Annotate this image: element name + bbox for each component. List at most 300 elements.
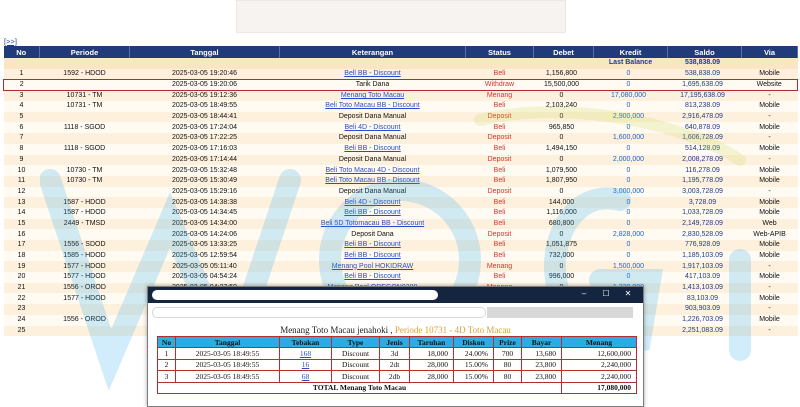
row-no: 15 [4,219,40,230]
row-tanggal: 2025-03-05 13:33:25 [130,240,280,251]
row-via: Mobile [742,122,798,133]
detail-link[interactable]: Menang Toto Macau [340,91,405,99]
row-status: Menang [466,90,534,101]
win-detail-table [157,336,637,394]
next-page-link[interactable]: [>>] [4,37,17,46]
row-kredit: 0 [594,101,668,112]
row-kredit: 0 [594,176,668,187]
table-row [4,90,798,101]
row-status: Beli [466,240,534,251]
row-status: Deposit [466,187,534,198]
col-saldo: Saldo [668,46,742,58]
row-keterangan: Deposit Dana Manual [280,187,466,198]
row-status: Deposit [466,112,534,123]
row-periode: 10730 - TM [40,176,130,187]
row-saldo: 538,838.09 [668,69,742,80]
popup-heading-periode: Periode 10731 - 4D Toto Macau [394,325,511,335]
row-via: Mobile [742,144,798,155]
col-keterangan: Keterangan [280,46,466,58]
sub-col-menang: Menang [562,337,637,348]
row-tanggal: 2025-03-05 17:16:03 [130,144,280,155]
row-saldo: 903,903.09 [668,304,742,315]
row-no: 3 [4,90,40,101]
detail-link[interactable]: Beli BB - Discount [344,241,401,249]
table-row [4,79,798,90]
win-cell-menang: 2,240,000 [562,371,637,383]
table-row [4,112,798,123]
table-row [4,229,798,240]
row-kredit: 0 [594,197,668,208]
row-periode: 1556 - SDOD [40,240,130,251]
last-balance-label: Last Balance [594,58,668,69]
row-tanggal: 2025-03-05 19:20:06 [130,79,280,90]
row-tanggal: 2025-03-05 19:12:36 [130,90,280,101]
detail-link[interactable]: Beli BB - Discount [344,273,401,281]
tebakan-link[interactable]: 16 [301,360,310,370]
win-cell-taruhan: 28,000 [410,371,454,383]
row-no: 9 [4,155,40,166]
win-table-header [158,337,637,348]
row-tanggal: 2025-03-05 17:24:04 [130,122,280,133]
row-tanggal: 2025-03-05 19:20:46 [130,69,280,80]
table-row [4,69,798,80]
row-saldo: 2,149,728.09 [668,219,742,230]
row-status: Beli [466,176,534,187]
row-saldo: 514,128.09 [668,144,742,155]
row-tanggal: 2025-03-05 17:22:25 [130,133,280,144]
table-row [4,261,798,272]
row-debet: 0 [534,187,594,198]
row-periode [40,155,130,166]
row-no: 21 [4,283,40,294]
row-periode [40,112,130,123]
row-saldo: 2,916,478.09 [668,112,742,123]
row-debet: 0 [534,155,594,166]
row-keterangan[interactable] [280,165,466,176]
row-via: Mobile [742,176,798,187]
table-header-row [4,46,798,58]
row-periode: 1118 - SGOD [40,144,130,155]
win-cell-bayar: 23,800 [522,371,562,383]
row-periode: 1585 - HDOD [40,251,130,262]
row-saldo: 3,728.09 [668,197,742,208]
row-kredit: 0 [594,219,668,230]
row-status: Withdraw [466,79,534,90]
detail-link[interactable]: Beli BB - Discount [344,209,401,217]
row-tanggal: 2025-03-05 14:24:06 [130,229,280,240]
row-keterangan[interactable] [280,240,466,251]
last-balance-value: 538,838.09 [668,58,742,69]
row-kredit: 0 [594,144,668,155]
row-via: - [742,326,798,337]
row-keterangan[interactable] [280,176,466,187]
row-tanggal: 2025-03-05 15:29:16 [130,187,280,198]
win-total-value: 17,080,000 [562,382,637,394]
col-status: Status [466,46,534,58]
win-table-row [158,348,637,360]
row-kredit: 0 [594,69,668,80]
row-status: Beli [466,165,534,176]
detail-link[interactable]: Beli BB - Discount [344,252,401,260]
row-no: 25 [4,326,40,337]
win-cell-taruhan: 18,000 [410,348,454,360]
detail-link[interactable]: Beli Toto Macau BB - Discount [325,102,420,110]
row-via: Mobile [742,69,798,80]
row-periode: 1577 - HDOD [40,261,130,272]
win-detail-popup [147,286,644,407]
maximize-icon[interactable]: ☐ [602,289,610,298]
sub-col-bayar: Bayar [522,337,562,348]
row-status: Beli [466,251,534,262]
row-saldo: 417,103.09 [668,272,742,283]
table-row [4,219,798,230]
table-row [4,122,798,133]
address-field-redacted[interactable] [152,307,486,318]
row-saldo: 2,008,278.09 [668,155,742,166]
row-keterangan[interactable] [280,101,466,112]
win-cell-diskon: 24.00% [454,348,494,360]
row-tanggal: 2025-03-05 12:59:54 [130,251,280,262]
row-no: 22 [4,293,40,304]
col-via: Via [742,46,798,58]
row-status: Beli [466,219,534,230]
popup-heading-prefix: Menang Toto Macau jenahoki , [280,325,393,335]
row-status: Deposit [466,155,534,166]
row-periode: 1587 - HDOD [40,197,130,208]
row-status: Beli [466,69,534,80]
row-keterangan: Deposit Dana Manual [280,155,466,166]
row-saldo: 116,278.09 [668,165,742,176]
row-periode [40,326,130,337]
table-row [4,144,798,155]
row-no: 13 [4,197,40,208]
win-cell-jenis: 2db [380,371,410,383]
col-kredit: Kredit [594,46,668,58]
row-kredit: 0 [594,251,668,262]
detail-link[interactable]: Bell BB - Discount [344,69,401,77]
popup-titlebar[interactable] [148,287,643,303]
win-cell-no: 1 [158,348,176,360]
win-cell-tanggal: 2025-03-05 18:49:55 [176,348,280,360]
popup-address-bar [148,303,643,321]
row-keterangan: Deposit Dana [280,229,466,240]
row-keterangan[interactable] [280,272,466,283]
row-no: 8 [4,144,40,155]
row-tanggal: 2025-03-05 17:14:44 [130,155,280,166]
row-via: - [742,155,798,166]
win-cell-prize: 80 [494,371,522,383]
row-debet: 1,807,950 [534,176,594,187]
row-keterangan[interactable] [280,251,466,262]
row-debet: 0 [534,261,594,272]
row-status: Deposit [466,229,534,240]
top-banner [236,0,566,33]
row-periode: 1556 - OROD [40,283,130,294]
row-kredit: 0 [594,208,668,219]
row-debet: 15,500,000 [534,79,594,90]
row-periode: 1118 - SGOD [40,122,130,133]
table-row [4,240,798,251]
sub-col-type: Type [332,337,380,348]
win-cell-type: Discount [332,371,380,383]
row-kredit: 2,900,000 [594,112,668,123]
row-no: 6 [4,122,40,133]
win-cell-menang: 12,600,000 [562,348,637,360]
sub-col-jenis: Jenis [380,337,410,348]
row-keterangan[interactable] [280,208,466,219]
row-saldo: 17,195,638.09 [668,90,742,101]
row-no: 20 [4,272,40,283]
row-debet: 1,079,500 [534,165,594,176]
row-saldo: 776,928.09 [668,240,742,251]
row-status: Deposit [466,133,534,144]
row-keterangan[interactable] [280,197,466,208]
row-debet: 1,116,000 [534,208,594,219]
row-periode: 1592 - HDOD [40,69,130,80]
sub-col-diskon: Diskon [454,337,494,348]
win-cell-bayar: 23,800 [522,359,562,371]
row-via: Mobile [742,240,798,251]
win-cell-tebakan[interactable] [280,359,332,371]
row-via: Mobile [742,101,798,112]
col-tanggal: Tanggal [130,46,280,58]
row-periode: 1577 - HDOD [40,293,130,304]
popup-title-redacted [152,290,438,300]
row-no: 19 [4,261,40,272]
table-row [4,155,798,166]
row-via: - [742,90,798,101]
row-periode [40,79,130,90]
row-debet: 732,000 [534,251,594,262]
row-no: 10 [4,165,40,176]
row-kredit: 0 [594,272,668,283]
win-cell-bayar: 13,680 [522,348,562,360]
row-periode: 1556 - OROD [40,315,130,326]
row-tanggal: 2025-03-05 05:11:40 [130,261,280,272]
row-kredit: 0 [594,79,668,90]
row-no: 7 [4,133,40,144]
sub-col-taruhan: Taruhan [410,337,454,348]
col-debet: Debet [534,46,594,58]
row-keterangan[interactable] [280,122,466,133]
row-keterangan: Deposit Dana Manual [280,112,466,123]
row-via: Mobile [742,165,798,176]
row-keterangan[interactable] [280,261,466,272]
table-row [4,197,798,208]
row-debet: 0 [534,90,594,101]
row-via: Mobile [742,208,798,219]
win-table-row [158,371,637,383]
win-cell-tebakan[interactable] [280,371,332,383]
win-cell-jenis: 2dt [380,359,410,371]
row-debet: 996,000 [534,272,594,283]
win-cell-diskon: 15.00% [454,359,494,371]
row-saldo: 1,695,638.09 [668,79,742,90]
row-saldo: 1,033,728.09 [668,208,742,219]
row-saldo: 1,413,103.09 [668,283,742,294]
row-via: - [742,304,798,315]
table-row [4,272,798,283]
row-no: 17 [4,240,40,251]
win-cell-type: Discount [332,359,380,371]
close-icon[interactable]: ✕ [624,289,632,298]
row-no: 14 [4,208,40,219]
tebakan-link[interactable]: 168 [299,348,312,358]
win-cell-tebakan[interactable] [280,348,332,360]
detail-link[interactable]: Menang Pool HOKIDRAW [331,262,414,270]
row-tanggal: 2025-03-05 18:44:41 [130,112,280,123]
sub-col-prize: Prize [494,337,522,348]
row-saldo: 1,226,703.09 [668,315,742,326]
row-saldo: 2,251,083.09 [668,326,742,337]
col-no: No [4,46,40,58]
win-cell-taruhan: 28,000 [410,359,454,371]
win-cell-prize: 80 [494,359,522,371]
row-via: Mobile [742,315,798,326]
win-cell-tanggal: 2025-03-05 18:49:55 [176,359,280,371]
row-status: Beli [466,208,534,219]
row-status: Beli [466,197,534,208]
win-cell-type: Discount [332,348,380,360]
row-saldo: 1,917,103.09 [668,261,742,272]
sub-col-no: No [158,337,176,348]
row-periode: 2449 - TMSD [40,219,130,230]
row-tanggal: 2025-03-05 14:38:38 [130,197,280,208]
row-kredit: 3,000,000 [594,187,668,198]
tebakan-link[interactable]: 68 [301,371,310,381]
row-keterangan[interactable] [280,144,466,155]
row-no: 18 [4,251,40,262]
row-via: - [742,283,798,294]
row-kredit: 0 [594,165,668,176]
row-no: 1 [4,69,40,80]
row-status: Beli [466,144,534,155]
row-keterangan[interactable] [280,90,466,101]
row-no: 16 [4,229,40,240]
row-kredit: 17,080,000 [594,90,668,101]
row-no: 24 [4,315,40,326]
row-no: 2 [4,79,40,90]
win-table-row [158,359,637,371]
win-cell-prize: 700 [494,348,522,360]
row-saldo: 813,238.09 [668,101,742,112]
row-periode [40,229,130,240]
row-debet: 144,000 [534,197,594,208]
detail-link[interactable]: Beli BB - Discount [344,145,401,153]
detail-link[interactable]: Beli 4D - Discount [344,198,401,206]
table-row [4,251,798,262]
win-total-row [158,382,637,394]
win-cell-jenis: 3d [380,348,410,360]
row-keterangan: Deposit Dana Manual [280,133,466,144]
row-no: 11 [4,176,40,187]
row-tanggal: 2025-03-05 15:32:48 [130,165,280,176]
row-saldo: 640,878.09 [668,122,742,133]
row-periode [40,133,130,144]
row-status: Beli [466,122,534,133]
row-no: 4 [4,101,40,112]
popup-heading [148,325,643,335]
table-row [4,165,798,176]
row-saldo: 2,830,528.09 [668,229,742,240]
row-debet: 1,051,875 [534,240,594,251]
row-tanggal: 2025-03-05 18:49:55 [130,101,280,112]
row-saldo: 83,103.09 [668,293,742,304]
row-no: 23 [4,304,40,315]
row-via: Website [742,79,798,90]
row-status: Beli [466,272,534,283]
row-periode: 10731 - TM [40,90,130,101]
detail-link[interactable]: Beli 5D Totomacau BB - Discount [320,219,425,227]
row-tanggal: 2025-03-05 14:34:45 [130,208,280,219]
row-no: 5 [4,112,40,123]
row-debet: 965,850 [534,122,594,133]
row-keterangan[interactable] [280,219,466,230]
row-periode: 1587 - HDOD [40,208,130,219]
row-kredit: 0 [594,122,668,133]
row-via: - [742,112,798,123]
sub-col-tebakan: Tebakan [280,337,332,348]
table-row [4,208,798,219]
detail-link[interactable]: Beli 4D - Discount [344,123,401,131]
minimize-icon[interactable]: – [581,289,587,298]
row-kredit: 2,000,000 [594,155,668,166]
row-kredit: 1,500,000 [594,261,668,272]
row-keterangan[interactable] [280,69,466,80]
row-via: Web [742,219,798,230]
row-saldo: 1,195,778.09 [668,176,742,187]
row-kredit: 1,600,000 [594,133,668,144]
row-debet: 1,494,150 [534,144,594,155]
row-via: Web-APIB [742,229,798,240]
row-saldo: 3,003,728.09 [668,187,742,198]
row-debet: 0 [534,229,594,240]
win-cell-menang: 2,240,000 [562,359,637,371]
row-periode: 10730 - TM [40,165,130,176]
row-debet: 0 [534,133,594,144]
row-via: Mobile [742,272,798,283]
win-cell-no: 3 [158,371,176,383]
last-balance-row [4,58,798,69]
row-debet: 1,156,800 [534,69,594,80]
win-cell-tanggal: 2025-03-05 18:49:55 [176,371,280,383]
row-tanggal: 2025-03-05 04:54:24 [130,272,280,283]
detail-link[interactable]: Beli Toto Macau 4D - Discount [325,166,420,174]
table-row [4,176,798,187]
sub-col-tanggal: Tanggal [176,337,280,348]
win-cell-diskon: 15.00% [454,371,494,383]
win-total-label: TOTAL Menang Toto Macau [158,382,562,394]
row-keterangan: Tarik Dana [280,79,466,90]
table-row [4,187,798,198]
detail-link[interactable]: Beli Toto Macau BB - Discount [325,177,420,185]
row-periode [40,304,130,315]
row-periode [40,187,130,198]
col-periode: Periode [40,46,130,58]
row-tanggal: 2025-03-05 14:34:00 [130,219,280,230]
row-kredit: 2,828,000 [594,229,668,240]
row-via: Mobile [742,251,798,262]
row-via: - [742,261,798,272]
row-periode: 10731 - TM [40,101,130,112]
row-kredit: 0 [594,240,668,251]
row-via: Mobile [742,293,798,304]
win-cell-no: 2 [158,359,176,371]
row-saldo: 1,606,728.09 [668,133,742,144]
row-saldo: 1,185,103.09 [668,251,742,262]
row-debet: 680,800 [534,219,594,230]
row-status: Beli [466,101,534,112]
